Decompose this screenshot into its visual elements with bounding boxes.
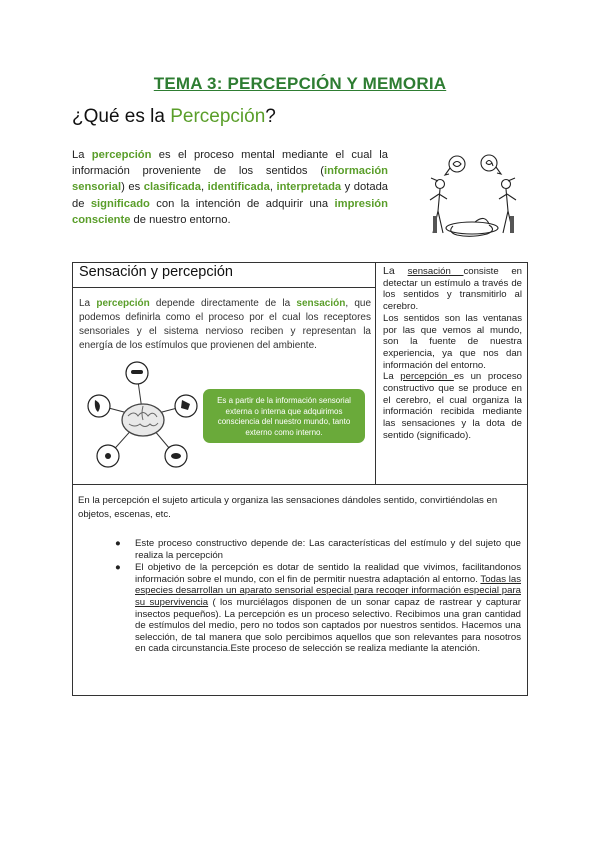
info-callout: Es a partir de la información sensorial externa o interna que adquirimos consciencia del nuestro mundo, tanto externo como interno. [203, 389, 365, 443]
intro-text: con la intención de adquirir una [149, 197, 335, 210]
list-item-text: Este proceso constructivo depende de: Las características del estímulo y del sujeto que realiza la percepción [135, 538, 521, 561]
page-title: TEMA 3: PERCEPCIÓN Y MEMORIA [153, 74, 447, 93]
definition-text: La [383, 265, 408, 277]
list-item-text: ( los murciélagos disponen de un sonar capaz de rastrear y capturar insectos pequeños). La percepción es un proceso selectivo. Recibimos una gran cantidad de estímulos del medio, pero no todos son captados por nuestros sentidos. Hacemos una selección, de tal manera que solo percibimos aquellos que son relevantes para nosotros en cada circunstancia.Este proceso de selección se realiza mediante la atención. [135, 596, 521, 655]
list-item [111, 538, 521, 561]
section-title: Sensación y percepción [79, 264, 233, 280]
intro-highlight: percepción [91, 149, 152, 161]
row-divider [73, 484, 527, 485]
bullet-icon: ● [115, 562, 121, 574]
list-item-text: El objetivo de la percepción es dotar de sentido la realidad que vivimos, facilitandonos información sobre el mundo, con el fin de permitir nuestra adaptación al entorno. [135, 562, 521, 585]
right-column-text [383, 266, 522, 442]
sensation-text: depende directamente de la [149, 298, 297, 309]
sensation-definition [383, 266, 522, 313]
intro-text: La [72, 149, 92, 161]
sensation-text: La [79, 298, 97, 309]
intro-text: , [200, 181, 208, 194]
question-green: Percepción [170, 106, 266, 127]
intro-highlight: impresión consciente [72, 197, 388, 226]
question-pre: ¿Qué es la [72, 106, 171, 127]
intro-highlight: significado [90, 197, 150, 210]
brain-senses-diagram [86, 360, 200, 474]
definition-text: consiste en detectar un estímulo a través de los sentidos y transmitirlo al cerebro. [383, 266, 522, 313]
intro-text: es el proceso mental mediante el cual la información proveniente de los sentidos ( [72, 149, 388, 178]
intro-text: y dotada de [72, 181, 389, 210]
section-question [72, 106, 276, 128]
intro-highlight: información sensorial [72, 165, 388, 194]
perception-term: percepción [400, 371, 454, 383]
sensation-paragraph [79, 297, 371, 353]
definition-text: La [383, 371, 401, 383]
intro-paragraph [72, 147, 388, 228]
perception-definition [383, 371, 522, 441]
intro-highlight: identificada [207, 181, 270, 194]
section-header-divider [73, 287, 375, 288]
list-item-underlined: Todas las especies desarrollan un aparato sensorial especial para recoger información especial para su supervivencia [135, 573, 521, 608]
list-item [111, 562, 521, 655]
intro-text: , [269, 181, 277, 194]
sensation-highlight: sensación [296, 298, 346, 309]
sensation-term: sensación [407, 266, 464, 277]
intro-highlight: interpretada [276, 181, 342, 194]
intro-text: ) es [121, 181, 144, 194]
bullet-list [111, 538, 521, 656]
sensation-highlight: percepción [96, 298, 150, 309]
bullet-icon: ● [115, 538, 121, 549]
sensation-text: , que podemos definirla como el proceso por el cual los receptores sensoriales y el sistema nervioso reciben y representan la energía de los estímulos que provienen del ambiente. [79, 298, 372, 351]
perception-cartoon-illustration [413, 146, 531, 244]
column-divider [375, 263, 376, 484]
question-post: ? [265, 106, 276, 127]
senses-paragraph: Los sentidos son las ventanas por las que vemos al mundo, son la fuente de nuestra experiencia, ya que nos dan información del entorno. [383, 312, 522, 371]
definition-text: es un proceso constructivo que se produce en el cerebro, el cual organiza la información recibida mediante las sensaciones y la dota de sentido (significado). [383, 371, 522, 441]
intro-text: de nuestro entorno. [130, 213, 231, 226]
intro-highlight: clasificada [143, 181, 201, 194]
perception-summary: En la percepción el sujeto articula y organiza las sensaciones dándoles sentido, convirtiéndolas en objetos, escenas, etc. [78, 495, 498, 520]
